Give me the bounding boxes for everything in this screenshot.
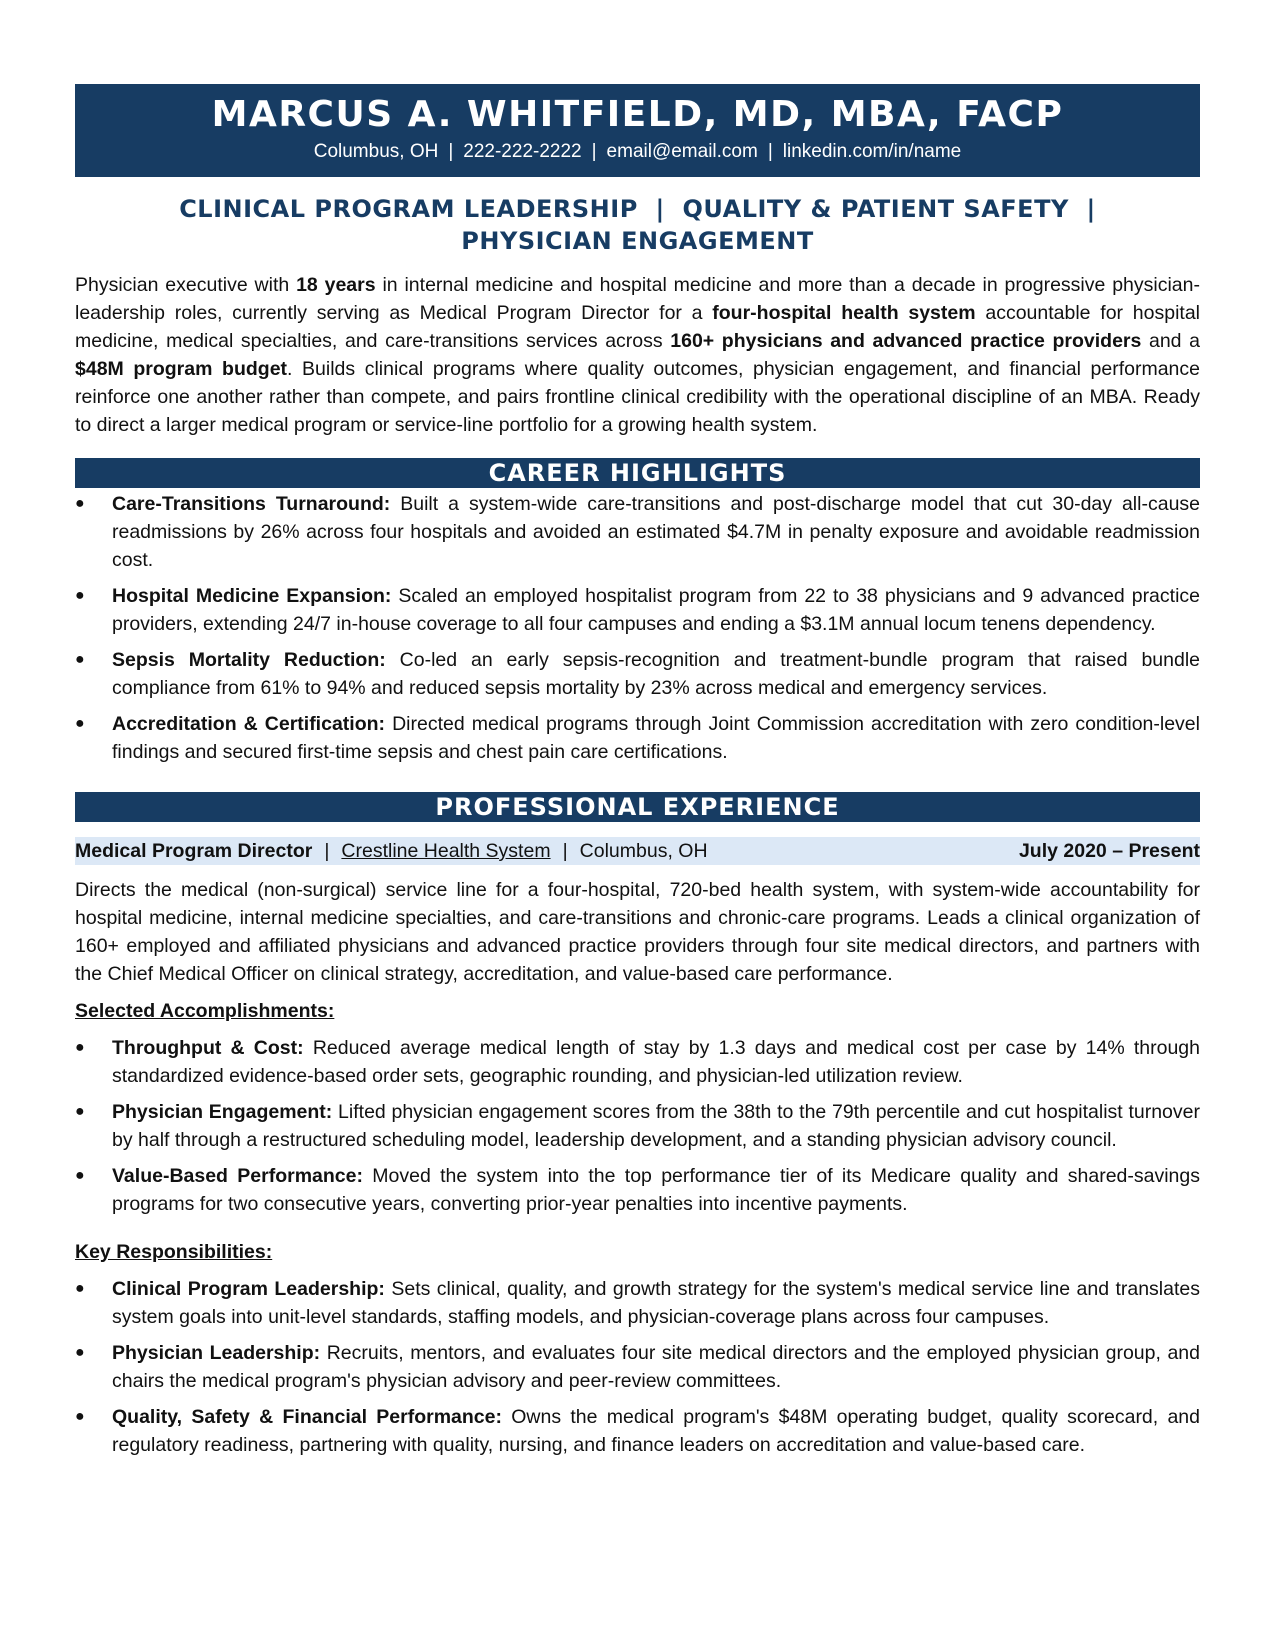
- bullet-icon: ●: [75, 1280, 85, 1297]
- bullet-icon: ●: [75, 1344, 85, 1361]
- item-text: Owns the medical program's $48M operating budget, quality scorecard, and regulatory readiness, partnering with quality, nursing, and finance leaders on accreditation and value-based care.: [112, 1406, 1201, 1456]
- contact-phone: 222-222-2222: [463, 141, 582, 162]
- contact-linkedin[interactable]: linkedin.com/in/name: [782, 141, 962, 162]
- summary-text: Physician executive with: [75, 274, 297, 296]
- summary-text: and a: [1141, 330, 1200, 352]
- item-text: Scaled an employed hospitalist program from 22 to 38 physicians and 9 advanced practice providers, extending 24/7 in-house coverage to all four campuses and ending a $3.1M annual locum tenens dependency.: [112, 585, 1200, 635]
- list-item: [75, 1098, 1200, 1154]
- bullet-icon: ●: [75, 1103, 85, 1120]
- list-item: [75, 1162, 1200, 1218]
- contact-location: Columbus, OH: [313, 141, 439, 162]
- job-separator: |: [562, 840, 568, 862]
- responsibilities-heading: Key Responsibilities:: [75, 1241, 273, 1263]
- headline: [75, 193, 1200, 257]
- accomplishments-heading: Selected Accomplishments:: [75, 1000, 335, 1022]
- job-employer-link[interactable]: Crestline Health System: [341, 840, 551, 862]
- bullet-icon: ●: [75, 1039, 85, 1056]
- summary-emphasis: four-hospital health system: [712, 302, 976, 324]
- bullet-icon: ●: [75, 715, 85, 732]
- job-heading: [75, 837, 708, 865]
- list-item: [75, 710, 1200, 766]
- item-text: Built a system-wide care-transitions and post-discharge model that cut 30-day all-cause readmissions by 26% across four hospitals and avoided an estimated $4.7M in penalty exposure and avoidable readmission cost.: [112, 493, 1201, 571]
- bullet-icon: ●: [75, 495, 85, 512]
- bullet-icon: ●: [75, 587, 85, 604]
- list-item: [75, 490, 1200, 574]
- summary-text: in internal medicine and hospital medicine and more than a decade in progressive physician-leadership roles, currently serving as Medical Program Director for a: [75, 274, 1200, 324]
- item-label: Care-Transitions Turnaround:: [112, 493, 391, 515]
- list-item: [75, 1034, 1200, 1090]
- item-text: Lifted physician engagement scores from the 38th to the 79th percentile and cut hospitalist turnover by half through a restructured scheduling model, leadership development, and a standing physician advisory council.: [112, 1101, 1200, 1151]
- career-highlights-list: [75, 490, 1200, 766]
- name-header: [75, 84, 1200, 177]
- item-label: Clinical Program Leadership:: [112, 1278, 385, 1300]
- contact-email[interactable]: email@email.com: [606, 141, 758, 162]
- item-label: Accreditation & Certification:: [112, 713, 386, 735]
- job-role: Medical Program Director: [75, 840, 313, 862]
- headline-line-1: CLINICAL PROGRAM LEADERSHIP | QUALITY & PATIENT SAFETY |: [179, 195, 1096, 223]
- item-text: Recruits, mentors, and evaluates four site medical directors and the employed physician group, and chairs the medical program's physician advisory and peer-review committees.: [112, 1342, 1200, 1392]
- summary-emphasis: $48M program budget: [75, 358, 288, 380]
- candidate-name: MARCUS A. WHITFIELD, MD, MBA, FACP: [211, 94, 1064, 135]
- item-text: Directed medical programs through Joint Commission accreditation with zero condition-level findings and secured first-time sepsis and chest pain care certifications.: [112, 713, 1200, 763]
- contact-separator: |: [767, 141, 773, 162]
- bullet-icon: ●: [75, 651, 85, 668]
- item-label: Value-Based Performance:: [112, 1165, 363, 1187]
- list-item: [75, 1275, 1200, 1331]
- contact-line: [75, 139, 1200, 165]
- list-item: [75, 1339, 1200, 1395]
- accomplishments-list: [75, 1034, 1200, 1218]
- item-label: Physician Leadership:: [112, 1342, 321, 1364]
- summary-paragraph: [75, 271, 1200, 439]
- bullet-icon: ●: [75, 1167, 85, 1184]
- item-label: Hospital Medicine Expansion:: [112, 585, 392, 607]
- contact-separator: |: [591, 141, 597, 162]
- summary-text: accountable for hospital medicine, medical specialties, and care-transitions services across: [75, 302, 1200, 352]
- responsibilities-list: [75, 1275, 1200, 1459]
- job-dates: July 2020 – Present: [1018, 840, 1200, 862]
- job-description: Directs the medical (non-surgical) service line for a four-hospital, 720-bed health system, with system-wide accountability for hospital medicine, internal medicine specialties, and care-transitions and chronic-care programs. Leads a clinical organization of 160+ employed and affiliated physicians and advanced practice providers through four site medical directors, and partners with the Chief Medical Officer on clinical strategy, accreditation, and value-based care performance.: [75, 879, 1200, 985]
- list-item: [75, 582, 1200, 638]
- list-item: [75, 1403, 1200, 1459]
- item-label: Sepsis Mortality Reduction:: [112, 649, 386, 671]
- item-label: Physician Engagement:: [112, 1101, 333, 1123]
- item-text: Co-led an early sepsis-recognition and treatment-bundle program that raised bundle compliance from 61% to 94% and reduced sepsis mortality by 23% across medical and emergency services.: [112, 649, 1201, 699]
- item-text: Sets clinical, quality, and growth strategy for the system's medical service line and translates system goals into unit-level standards, staffing models, and physician-coverage plans across four campuses.: [112, 1278, 1201, 1328]
- job-location: Columbus, OH: [579, 840, 708, 862]
- list-item: [75, 646, 1200, 702]
- summary-text: . Builds clinical programs where quality outcomes, physician engagement, and financial performance reinforce one another rather than compete, and pairs frontline clinical credibility with the operational discipline of an MBA. Ready to direct a larger medical program or service-line portfolio for a growing health system.: [75, 358, 1200, 436]
- item-label: Throughput & Cost:: [112, 1037, 304, 1059]
- item-label: Quality, Safety & Financial Performance:: [112, 1406, 502, 1428]
- summary-emphasis: 160+ physicians and advanced practice providers: [670, 330, 1142, 352]
- contact-separator: |: [448, 141, 454, 162]
- bullet-icon: ●: [75, 1408, 85, 1425]
- section-title-professional-experience: PROFESSIONAL EXPERIENCE: [75, 792, 1200, 822]
- item-text: Reduced average medical length of stay by 1.3 days and medical cost per case by 14% through standardized evidence-based order sets, geographic rounding, and physician-led utilization review.: [112, 1037, 1200, 1087]
- section-title-career-highlights: CAREER HIGHLIGHTS: [75, 458, 1200, 488]
- job-separator: |: [324, 840, 330, 862]
- summary-emphasis: 18 years: [296, 274, 376, 296]
- headline-line-2: PHYSICIAN ENGAGEMENT: [461, 227, 814, 255]
- job-title-bar: [75, 837, 1200, 865]
- item-text: Moved the system into the top performance tier of its Medicare quality and shared-savings programs for two consecutive years, converting prior-year penalties into incentive payments.: [112, 1165, 1200, 1215]
